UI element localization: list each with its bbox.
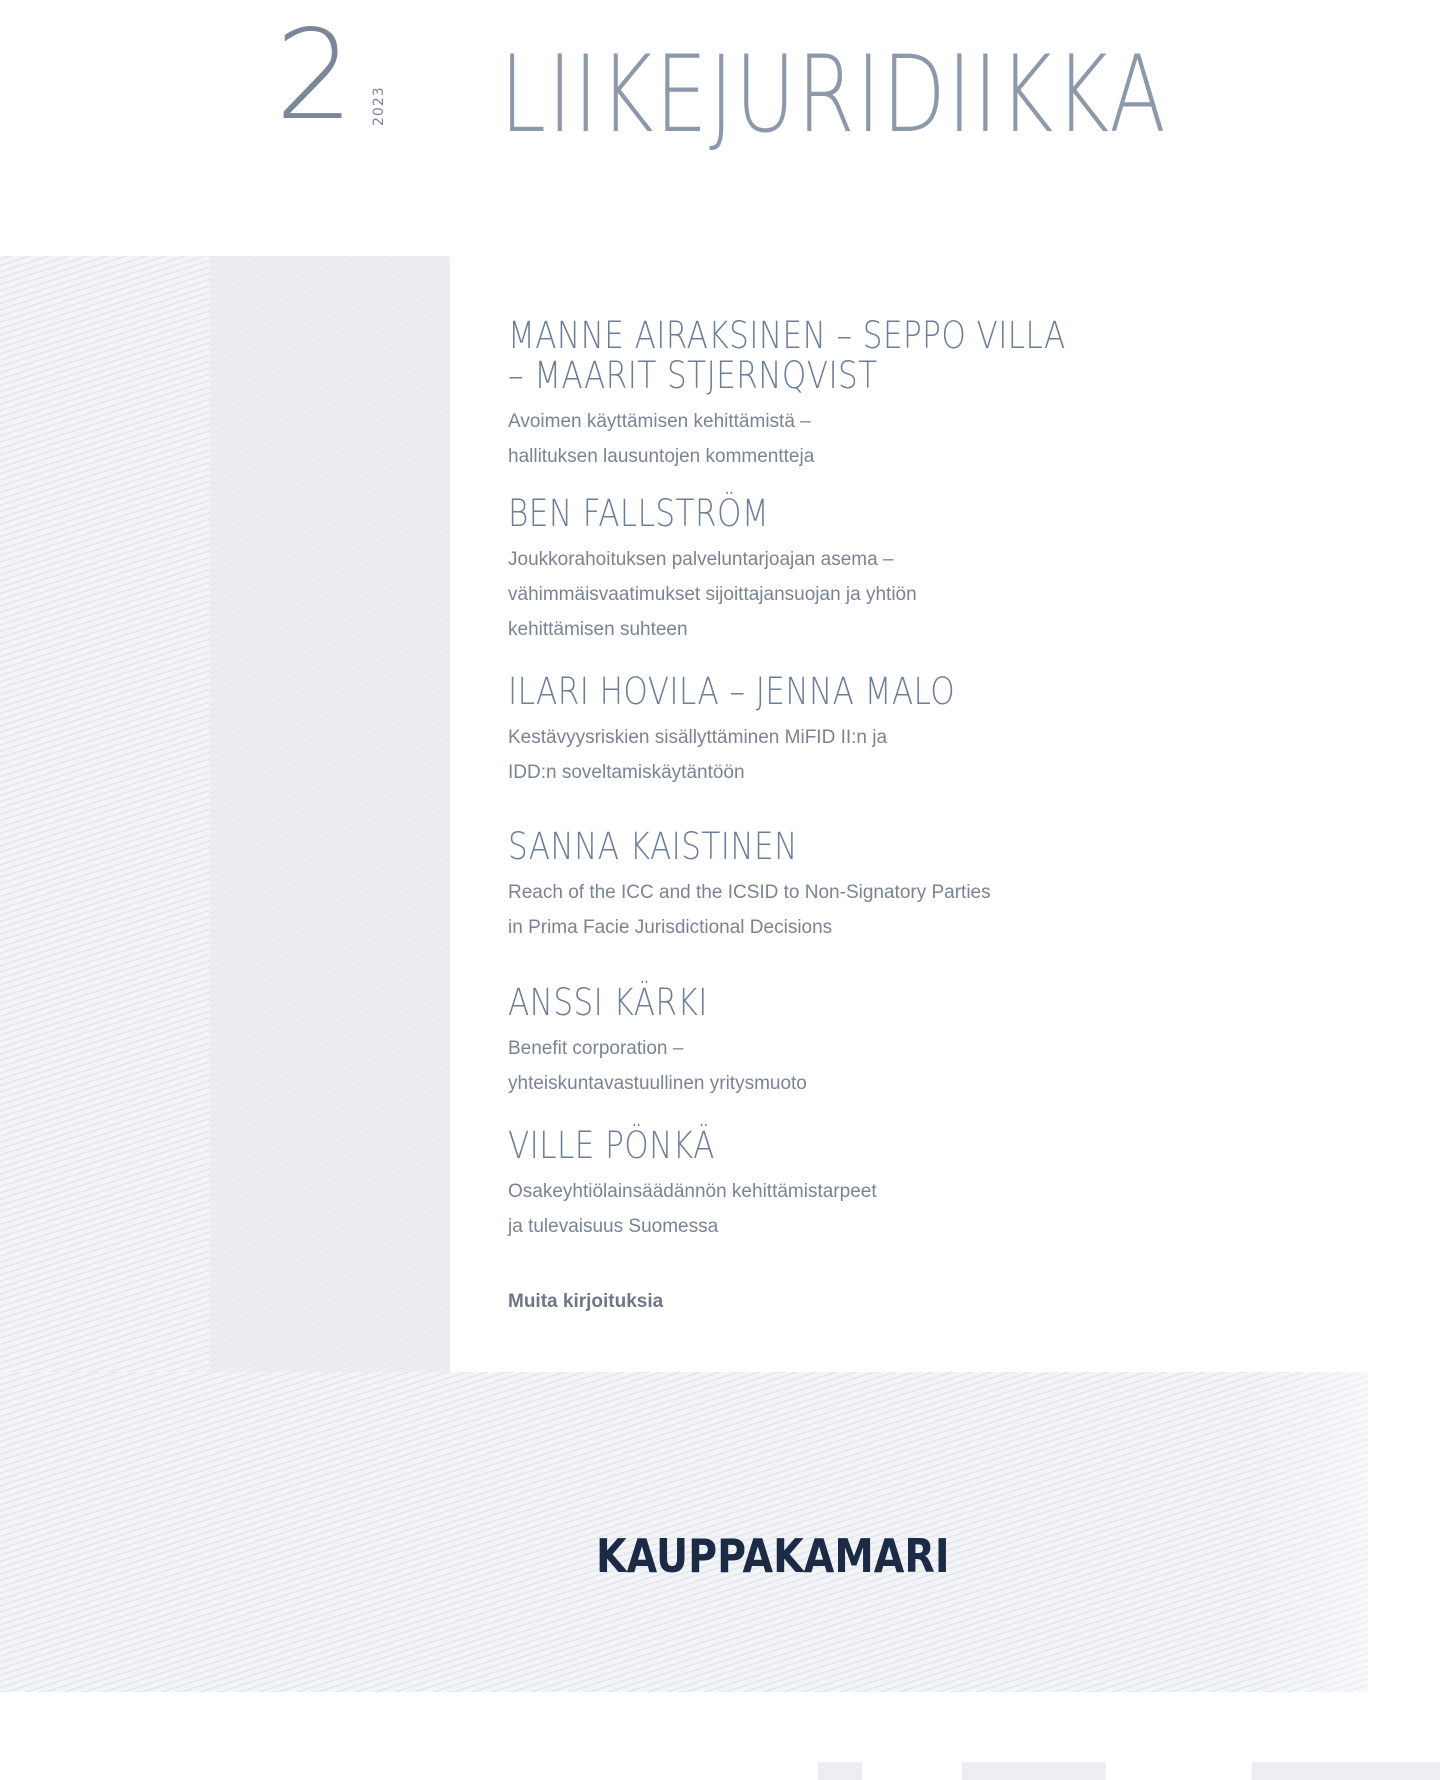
journal-title: LIIKEJURIDIIKKA <box>500 33 1168 156</box>
edge-tab <box>818 1762 862 1780</box>
toc-entry <box>508 316 1188 474</box>
entry-article-title: Avoimen käyttämisen kehittämistä – hallituksen lausuntojen kommentteja <box>508 411 815 467</box>
toc-entry <box>508 494 917 647</box>
toc-entry <box>508 983 807 1101</box>
entry-article-title: Kestävyysriskien sisällyttäminen MiFID II:n ja IDD:n soveltamiskäytäntöön <box>508 727 888 783</box>
entry-article-title: Joukkorahoituksen palveluntarjoajan asema – vähimmäisvaatimukset sijoittajansuojan ja yhtiön kehittämisen suhteen <box>508 549 917 640</box>
entry-author: BEN FALLSTRÖM <box>508 492 770 535</box>
issue-number: 2 <box>275 4 350 148</box>
misc-articles-label: Muita kirjoituksia <box>508 1291 664 1312</box>
issue-year: 2023 <box>371 86 387 126</box>
entry-article-title: Benefit corporation – yhteiskuntavastuullinen yritysmuoto <box>508 1038 807 1094</box>
edge-tab <box>962 1762 1106 1780</box>
entry-author: VILLE PÖNKÄ <box>508 1124 715 1167</box>
stripe-fade <box>1250 1372 1368 1692</box>
entry-author: ILARI HOVILA – JENNA MALO <box>508 670 956 713</box>
entry-article-title: Reach of the ICC and the ICSID to Non-Signatory Parties in Prima Facie Jurisdictional Decisions <box>508 882 991 938</box>
toc-entry <box>508 1126 877 1244</box>
entry-article-title: Osakeyhtiölainsäädännön kehittämistarpeet ja tulevaisuus Suomessa <box>508 1181 877 1237</box>
toc-entry <box>508 672 1040 790</box>
entry-author: ANSSI KÄRKI <box>508 981 708 1024</box>
edge-tab <box>1252 1762 1440 1780</box>
entry-author: SANNA KAISTINEN <box>508 825 798 868</box>
entry-author: MANNE AIRAKSINEN – SEPPO VILLA – MAARIT STJERNQVIST <box>508 314 1066 397</box>
publisher-logo: KAUPPAKAMARI <box>596 1529 950 1583</box>
toc-entry <box>508 827 991 945</box>
stripe-pattern-column <box>210 256 450 1372</box>
